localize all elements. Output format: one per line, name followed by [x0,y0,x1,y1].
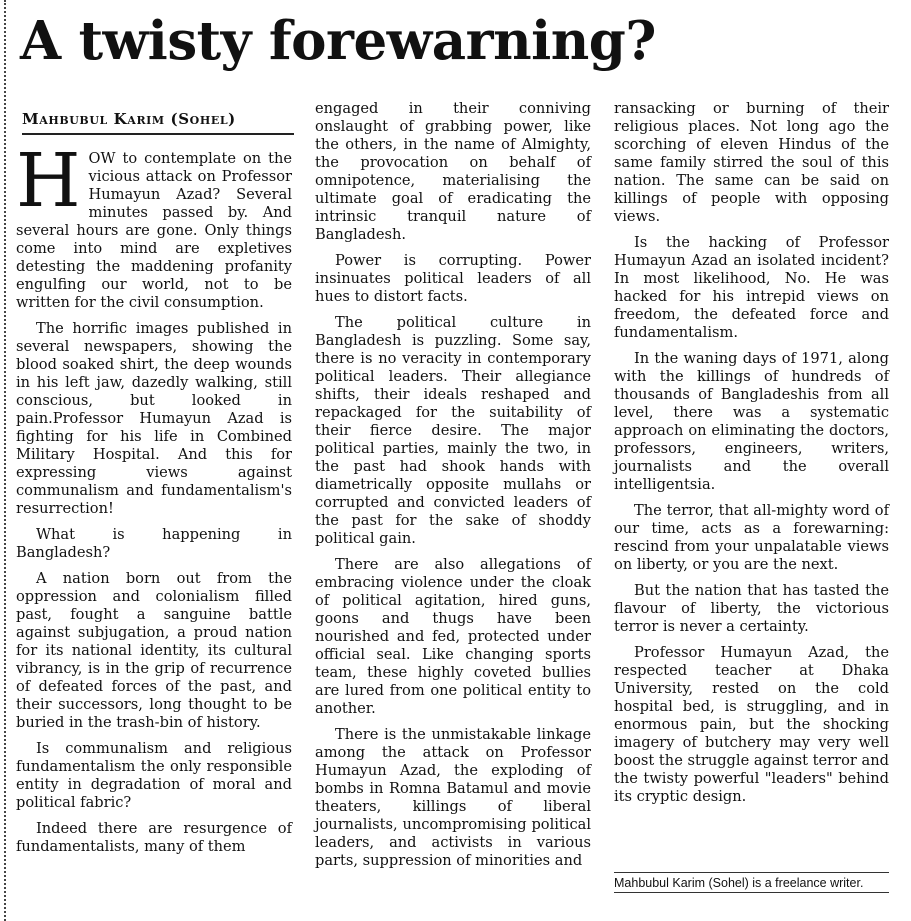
article-paragraph [614,644,889,806]
article-paragraph [16,138,292,312]
paragraph-text: The terror, that all-mighty word of our time, acts as a forewarning: rescind from your unpalatable views on liberty, or you are the next. [614,502,889,573]
article-paragraph [315,100,591,244]
article-paragraph [315,556,591,718]
paragraph-text: A nation born out from the oppression and colonialism filled past, fought a sanguine battle against subjugation, a proud nation for its national identity, its cultural vibrancy, is in the grip of recurrence of defeated forces of the past, and their successors, long thought to be buried in the trash-bin of history. [16,570,292,731]
byline: Mahbubul Karim (Sohel) [22,110,294,135]
article-paragraph [614,582,889,636]
paragraph-text: ransacking or burning of their religious places. Not long ago the scorching of eleven Hindus of the same family stirred the soul of this nation. The same can be said on killings of people with opposing views. [614,100,889,225]
article-column-2 [315,100,591,878]
headline: A twisty forewarning? [20,10,656,72]
article-paragraph [315,252,591,306]
paragraph-text: The political culture in Bangladesh is puzzling. Some say, there is no veracity in contemporary political leaders. Their allegiance shifts, their ideals reshaped and repackaged for the suitability of their fierce desire. The major political parties, mainly the two, in the past had shook hands with diametrically opposite mullahs or corrupted and convicted leaders of the past for the sake of shoddy political gain. [315,314,591,547]
article-paragraph [16,526,292,562]
paragraph-text: engaged in their conniving onslaught of grabbing power, like the others, in the name of Almighty, the provocation on behalf of omnipotence, materialising the ultimate goal of eradicating the intrinsic tranquil nature of Bangladesh. [315,100,591,243]
dotted-margin-rule [4,0,6,921]
article-paragraph [614,100,889,226]
paragraph-text: OW to contemplate on the vicious attack on Professor Humayun Azad? Several minutes passed by. And several hours are gone. Only things come into mind are expletives detesting the maddening profanity engulfing our world, not to be written for the civil consumption. [16,150,292,311]
article-paragraph [16,320,292,518]
article-paragraph [614,234,889,342]
article-paragraph [614,502,889,574]
article-paragraph [16,740,292,812]
paragraph-text: Professor Humayun Azad, the respected teacher at Dhaka University, rested on the cold hospital bed, is struggling, and in enormous pain, but the shocking imagery of butchery may very well boost the struggle against terror and the twisty powerful "leaders" behind its cryptic design. [614,644,889,805]
article-paragraph [315,314,591,548]
article-column-3 [614,100,889,814]
drop-cap: H [16,138,81,224]
paragraph-text: But the nation that has tasted the flavour of liberty, the victorious terror is never a certainty. [614,582,889,635]
paragraph-text: What is happening in Bangladesh? [16,526,292,561]
author-footnote: Mahbubul Karim (Sohel) is a freelance writer. [614,872,889,893]
article-paragraph [16,570,292,732]
paragraph-text: The horrific images published in several newspapers, showing the blood soaked shirt, the deep wounds in his left jaw, dazedly walking, still conscious, but looked in pain.Professor Humayun Azad is fighting for his life in Combined Military Hospital. And this for expressing views against communalism and fundamentalism's resurrection! [16,320,292,517]
article-paragraph [614,350,889,494]
article-paragraph [315,726,591,870]
paragraph-text: There are also allegations of embracing violence under the cloak of political agitation, hired guns, goons and thugs have been nourished and fed, protected under official seal. Like changing sports team, these highly coveted bullies are lured from one political entity to another. [315,556,591,717]
paragraph-text: In the waning days of 1971, along with the killings of hundreds of thousands of Bangladeshis from all level, there was a systematic approach on eliminating the doctors, professors, engineers, writers, journalists and the overall intelligentsia. [614,350,889,493]
paragraph-text: Indeed there are resurgence of fundamentalists, many of them [16,820,292,855]
article-paragraph [16,820,292,856]
paragraph-text: Is communalism and religious fundamentalism the only responsible entity in degradation of moral and political fabric? [16,740,292,811]
paragraph-text: There is the unmistakable linkage among the attack on Professor Humayun Azad, the exploding of bombs in Romna Batamul and movie theaters, killings of liberal journalists, uncompromising political leaders, and activists in various parts, suppression of minorities and [315,726,591,869]
paragraph-text: Power is corrupting. Power insinuates political leaders of all hues to distort facts. [315,252,591,305]
paragraph-text: Is the hacking of Professor Humayun Azad an isolated incident? In most likelihood, No. He was hacked for his intrepid views on freedom, the defeated force and fundamentalism. [614,234,889,341]
article-column-1 [16,138,292,864]
